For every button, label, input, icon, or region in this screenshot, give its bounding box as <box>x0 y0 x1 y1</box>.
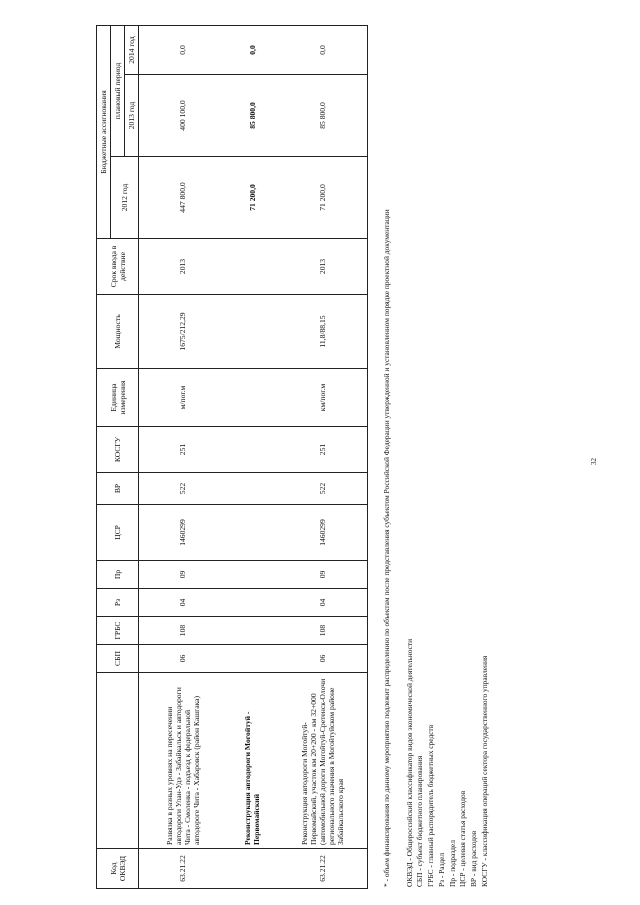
page-number: 32 <box>590 458 598 465</box>
cell-csr: 1460299 <box>278 505 368 561</box>
table-row <box>278 26 368 889</box>
cell-term: 2013 <box>278 239 368 295</box>
cell-capacity: 1675/212,29 <box>139 295 227 369</box>
cell-2012: 71 200,0 <box>278 157 368 239</box>
cell-2014: 0,0 <box>139 26 227 75</box>
cell-2012: 447 800,0 <box>139 157 227 239</box>
cell-2014: 0,0 <box>278 26 368 75</box>
abbreviation-item: ЦСР - целевая статья расходов <box>458 790 468 887</box>
cell-2013: 85 800,0 <box>278 75 368 157</box>
cell-sbp <box>227 645 278 673</box>
cell-vr <box>227 473 278 505</box>
cell-capacity: 11,8/88,15 <box>278 295 368 369</box>
cell-name: Развязка в разных уровнях на пересечении автодороги Улан-Удэ - Забайкальск и автодороги Чита - Смоленка - подъезд к федеральной автодороге Чита - Хабаровск (район Кашгака) <box>139 673 227 849</box>
abbreviation-item: Пр - подраздел <box>447 840 457 887</box>
cell-pr <box>227 561 278 589</box>
header-planned: плановый период <box>111 26 125 157</box>
header-unit: Единица измерения <box>97 369 139 427</box>
header-pr: Пр <box>97 561 139 589</box>
cell-code: 63.21.22 <box>139 849 227 889</box>
cell-term <box>227 239 278 295</box>
cell-grbs: 108 <box>278 617 368 645</box>
cell-kosgu: 251 <box>139 427 227 473</box>
cell-code <box>227 849 278 889</box>
cell-2013: 400 100,0 <box>139 75 227 157</box>
header-kosgu: КОСГУ <box>97 427 139 473</box>
cell-rz: 04 <box>278 589 368 617</box>
cell-grbs: 108 <box>139 617 227 645</box>
table-row <box>227 26 278 889</box>
header-rz: Рз <box>97 589 139 617</box>
cell-pr: 09 <box>278 561 368 589</box>
cell-2013: 85 800,0 <box>227 75 278 157</box>
cell-capacity <box>227 295 278 369</box>
cell-term: 2013 <box>139 239 227 295</box>
cell-unit: км/пог.м <box>278 369 368 427</box>
cell-code: 63.21.22 <box>278 849 368 889</box>
cell-unit: м/пог.м <box>139 369 227 427</box>
abbreviation-item: ОКВЭД - Общероссийский классификатор видов экономической деятельности <box>404 638 414 887</box>
notes-block <box>382 27 491 887</box>
cell-rz: 04 <box>139 589 227 617</box>
abbreviation-item: КОСГУ - классификация операций сектора государственного управления <box>479 655 489 887</box>
abbreviation-item: Рз - Раздел <box>436 852 446 887</box>
header-budget: Бюджетные ассигнования <box>97 26 111 239</box>
header-name <box>97 673 139 849</box>
table-row <box>139 26 227 889</box>
cell-vr: 522 <box>139 473 227 505</box>
header-kod-okved: Код ОКВЭД <box>97 849 139 889</box>
abbreviation-item: ВР - вид расходов <box>469 830 479 887</box>
cell-2012: 71 200,0 <box>227 157 278 239</box>
cell-sbp: 06 <box>278 645 368 673</box>
cell-grbs <box>227 617 278 645</box>
cell-unit <box>227 369 278 427</box>
budget-table <box>96 25 368 889</box>
cell-2014: 0,0 <box>227 26 278 75</box>
header-2014: 2014 год <box>125 26 139 75</box>
cell-name: Реконструкция автодороги Могойтуй - Первомайский <box>227 673 278 849</box>
cell-vr: 522 <box>278 473 368 505</box>
cell-rz <box>227 589 278 617</box>
cell-kosgu <box>227 427 278 473</box>
header-capacity: Мощность <box>97 295 139 369</box>
header-grbs: ГРБС <box>97 617 139 645</box>
cell-sbp: 06 <box>139 645 227 673</box>
cell-csr: 1460299 <box>139 505 227 561</box>
header-sbp: СБП <box>97 645 139 673</box>
header-2013: 2013 год <box>125 75 139 157</box>
cell-name: Реконструкция автодороги Могойтуй-Первомайский, участок км 20+200 - км 32+000 (автомобильной дороги Могойтуй-Сретенск-Олочи регионального значения в Могойтуйском районе Забайкальского края <box>278 673 368 849</box>
header-csr: ЦСР <box>97 505 139 561</box>
abbreviation-item: СБП - субъект бюджетного планирования <box>415 755 425 887</box>
header-2012: 2012 год <box>111 157 139 239</box>
cell-kosgu: 251 <box>278 427 368 473</box>
abbreviation-item: ГРБС - главный распорядитель бюджетных средств <box>426 724 436 887</box>
header-term: Срок ввода в действие <box>97 239 139 295</box>
cell-csr <box>227 505 278 561</box>
cell-pr: 09 <box>139 561 227 589</box>
footnote: * - объем финансирования по данному мероприятию подлежит распределению по объектам после представления субъектом Российской Федерации утвержденной и установленном порядке проектной документации <box>382 209 391 887</box>
header-vr: ВР <box>97 473 139 505</box>
